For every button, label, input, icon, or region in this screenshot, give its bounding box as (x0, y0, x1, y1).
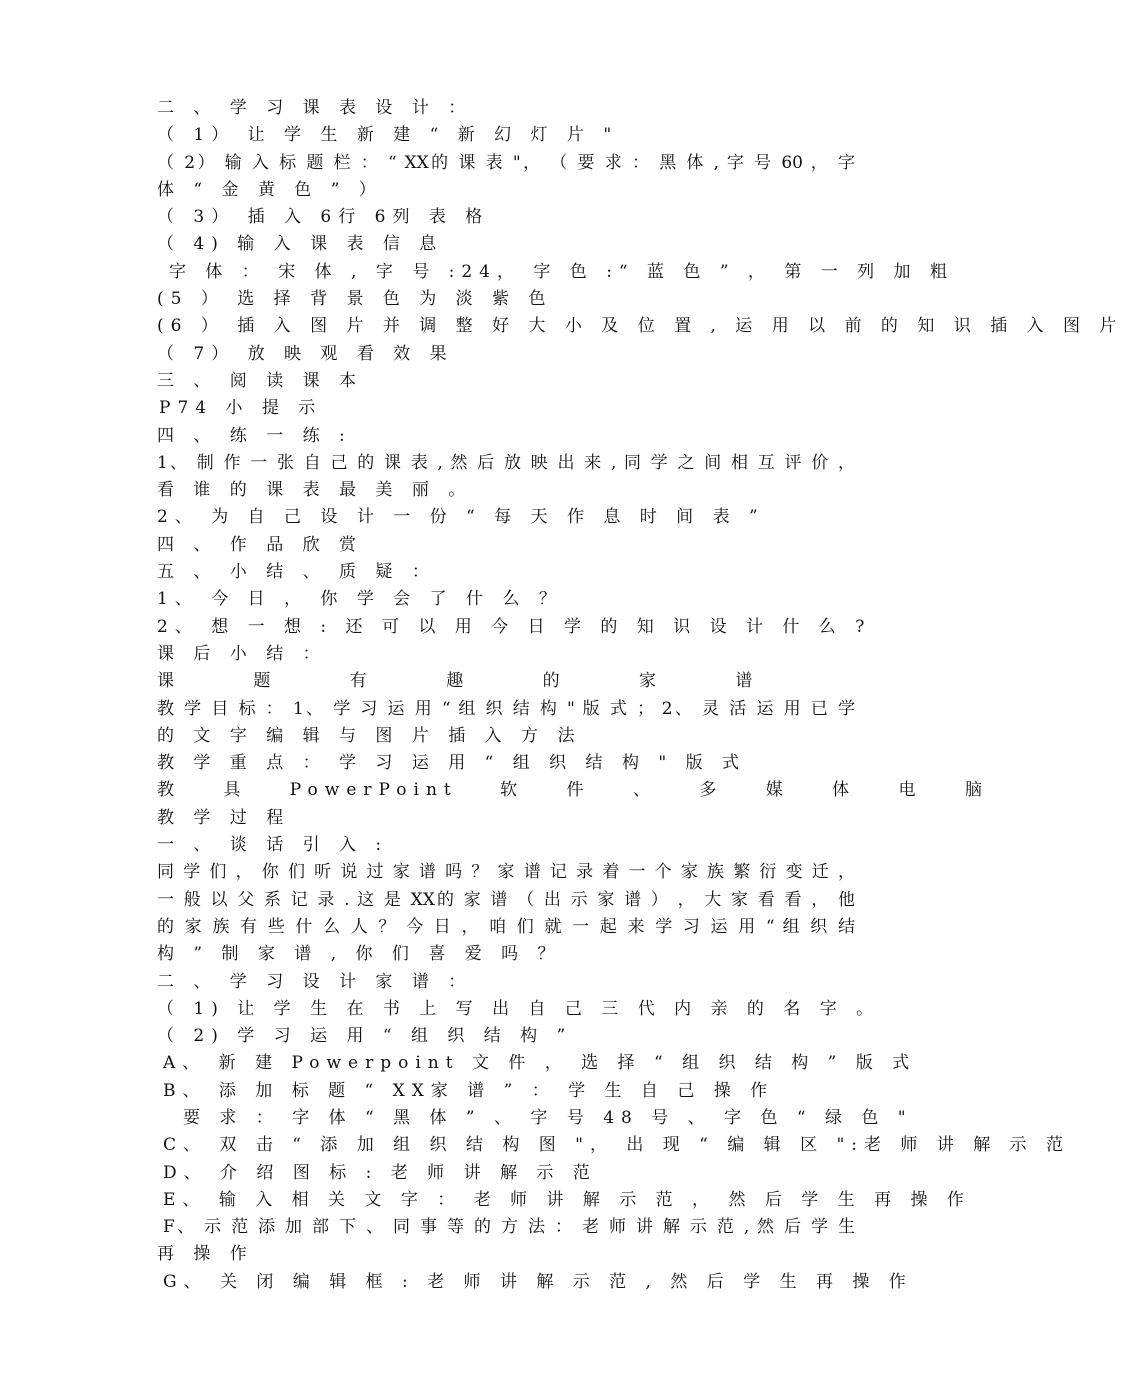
text-line: 要 求 ： 字 体 “ 黑 体 ” 、 字 号 48 号 、 字 色 “ 绿 色 " (183, 1107, 913, 1128)
text-line: 看 谁 的 课 表 最 美 丽 。 (157, 480, 473, 501)
text-line: 一 、 谈 话 引 入 : (157, 835, 389, 856)
text-line: 的 文 字 编 辑 与 图 片 插 入 方 法 (157, 725, 582, 746)
text-line: D、 介 绍 图 标 : 老 师 讲 解 示 范 (163, 1162, 597, 1183)
text-line: （ 2） 输 入 标 题 栏 ： “ XX的 课 表 "， （ 要 求 ： 黑 体 , 字 号 60 ， 字 (157, 152, 855, 173)
text-line: B、 添 加 标 题 “ XX家 谱 ” ： 学 生 自 己 操 作 (163, 1080, 775, 1101)
text-line: 1、 制 作 一 张 自 己 的 课 表 , 然 后 放 映 出 来 , 同 学 之 间 相 互 评 价 ， (157, 452, 855, 473)
text-line: （ 2) 学 习 运 用 “ 组 织 结 构 ” (157, 1026, 573, 1047)
text-line: C、 双 击 “ 添 加 组 织 结 构 图 "， 出 现 “ 编 辑 区 ":老 师 讲 解 示 范 (163, 1135, 1071, 1156)
text-line: 一 般 以 父 系 记 录 . 这 是 XX的 家 谱 （ 出 示 家 谱 ） ， 大 家 看 看 ， 他 (157, 889, 855, 910)
text-line: (5 ） 选 择 背 景 色 为 淡 紫 色 (157, 289, 553, 310)
text-line: （ 1） 让 学 生 新 建 “ 新 幻 灯 片 " (157, 125, 619, 146)
text-line: （ 3） 插 入 6行 6列 表 格 (157, 207, 490, 228)
text-line: 再 操 作 (157, 1244, 254, 1265)
text-line: 课 题 有 趣 的 家 谱 (157, 671, 760, 692)
text-line: 字 体 ： 宋 体 , 字 号 :24， 字 色 :“ 蓝 色 ” ， 第 一 列 加 粗 (169, 261, 954, 282)
text-line: 教 学 目 标 ： 1、 学 习 运 用 “ 组 织 结 构 " 版 式 ； 2、 灵 活 运 用 已 学 (157, 698, 855, 719)
text-line: （ 4) 输 入 课 表 信 息 (157, 234, 444, 255)
document-body (157, 95, 1123, 1296)
text-line: 四 、 作 品 欣 赏 (157, 534, 364, 555)
text-line: （ 1) 让 学 生 在 书 上 写 出 自 己 三 代 内 亲 的 名 字 。 (157, 998, 881, 1019)
text-line: 教 学 过 程 (157, 807, 291, 828)
text-line: 五 、 小 结 、 质 疑 ： (157, 562, 436, 583)
text-line: 同 学 们 ， 你 们 听 说 过 家 谱 吗 ？ 家 谱 记 录 着 一 个 家 族 繁 衍 变 迁 ， (157, 862, 855, 883)
text-line: 四 、 练 一 练 : (157, 425, 352, 446)
text-line: P74 小 提 示 (159, 398, 323, 419)
text-line: 二 、 学 习 课 表 设 计 ： (157, 98, 473, 118)
text-line: (6 ） 插 入 图 片 并 调 整 好 大 小 及 位 置 , 运 用 以 前 的 知 识 插 入 图 片 (157, 316, 1123, 337)
text-line: 构 ” 制 家 谱 , 你 们 喜 爱 吗 ？ (157, 944, 562, 965)
text-line: G、 关 闭 编 辑 框 : 老 师 讲 解 示 范 , 然 后 学 生 再 操 作 (163, 1271, 913, 1292)
text-line: 二 、 学 习 设 计 家 谱 ： (157, 971, 473, 992)
text-line: 1、 今 日 ， 你 学 会 了 什 么 ？ (157, 589, 563, 610)
text-line: F、 示 范 添 加 部 下 、 同 事 等 的 方 法 ： 老 师 讲 解 示 范 , 然 后 学 生 (163, 1217, 855, 1238)
text-line: 三 、 阅 读 课 本 (157, 370, 364, 391)
text-line: 体 “ 金 黄 色 ” ） (157, 179, 383, 200)
text-line: （ 7） 放 映 观 看 效 果 (157, 343, 454, 364)
text-line: 的 家 族 有 些 什 么 人 ？ 今 日 ， 咱 们 就 一 起 来 学 习 运 用 “ 组 织 结 (157, 916, 855, 937)
text-line: 2、 为 自 己 设 计 一 份 “ 每 天 作 息 时 间 表 ” (157, 507, 765, 528)
text-line: 教 学 重 点 ： 学 习 运 用 “ 组 织 结 构 " 版 式 (157, 753, 746, 774)
text-line: 课 后 小 结 ： (157, 643, 327, 664)
text-line: 2、 想 一 想 : 还 可 以 用 今 日 学 的 知 识 设 计 什 么 ? (157, 616, 872, 637)
text-line: E、 输 入 相 关 文 字 ： 老 师 讲 解 示 范 ， 然 后 学 生 再 操 作 (163, 1189, 971, 1210)
text-line: 教 具 PowerPoint 软 件 、 多 媒 体 电 脑 (157, 780, 989, 801)
text-line: A、 新 建 Powerpoint 文 件 ， 选 择 “ 组 织 结 构 ” 版 式 (163, 1053, 917, 1074)
